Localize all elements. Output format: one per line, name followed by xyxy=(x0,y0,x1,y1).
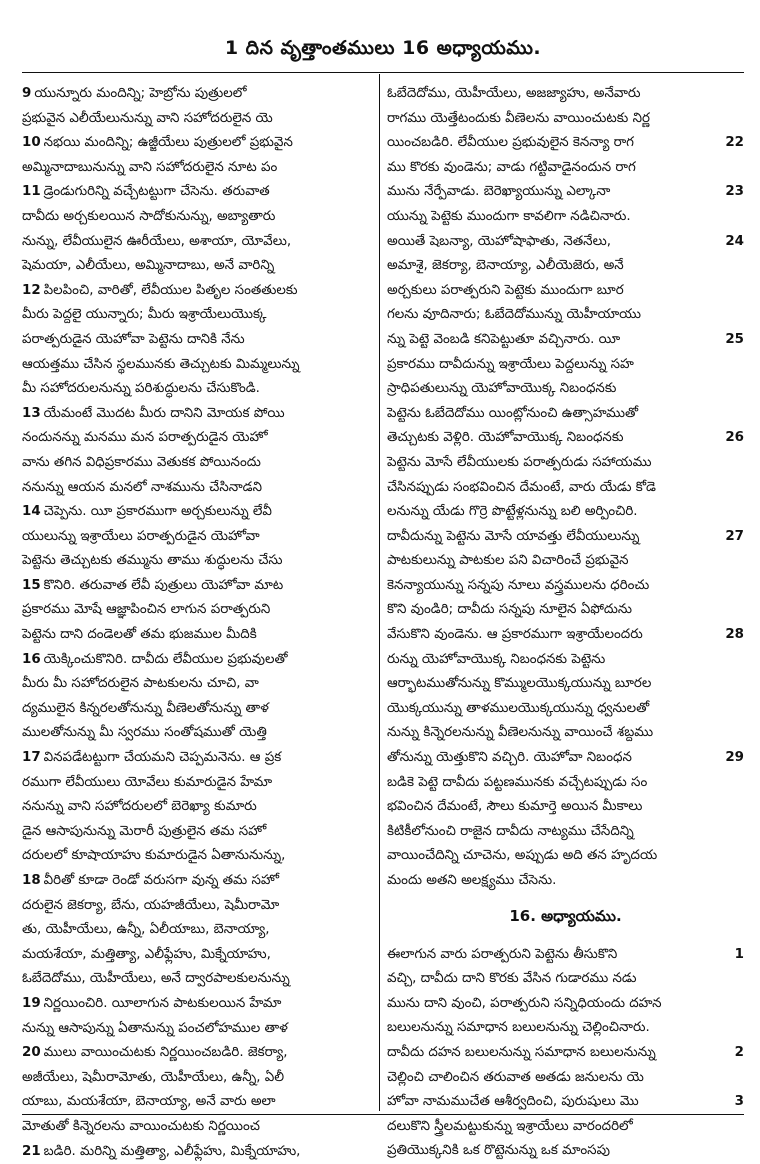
verse-number: 25 xyxy=(725,331,744,347)
line-text: దలుకొని స్త్రీలమట్టుకున్ను ఇశ్రాయేలు వారందరిలో xyxy=(387,1118,633,1134)
text-line xyxy=(22,672,375,697)
footer-rule xyxy=(22,1114,744,1115)
right-column-top xyxy=(387,82,744,894)
text-line xyxy=(22,377,375,402)
text-line xyxy=(387,1115,744,1140)
text-line xyxy=(22,771,375,796)
text-line xyxy=(387,131,744,156)
text-line xyxy=(387,254,744,279)
text-line xyxy=(22,254,375,279)
text-line xyxy=(387,795,744,820)
line-text: పిలపించి, వారితో, లేవీయుల పితృల సంతతులకు xyxy=(43,282,298,298)
text-line xyxy=(387,230,744,255)
line-text: ప్రకారము మోషే ఆజ్ఞాపించిన లాగున పరాత్పరుని xyxy=(22,602,271,618)
text-line xyxy=(22,180,375,205)
text-line xyxy=(387,82,744,107)
line-text: నందునన్ను మనము మన పరాత్పరుడైన యెహో xyxy=(22,430,268,446)
chapter-heading-text: 16. అధ్యాయము. xyxy=(509,907,622,926)
text-line xyxy=(22,1041,375,1066)
line-text: ద్యములైన కిన్నరలతోనున్ను వీణెలతోనున్ను తాళ xyxy=(22,700,269,716)
text-line xyxy=(22,303,375,328)
line-text: చెల్లించి చాలించిన తరువాత అతడు జనులను యె xyxy=(387,1069,644,1085)
text-line xyxy=(22,1115,375,1140)
text-line xyxy=(22,894,375,919)
text-line xyxy=(387,549,744,574)
line-text: ననున్ను వాని సహోదరులలో బెరెఖ్యా కుమారు xyxy=(22,799,257,815)
text-line xyxy=(387,623,744,648)
text-line xyxy=(22,500,375,525)
verse-number: 1 xyxy=(734,946,744,962)
line-text: యులున్ను ఇశ్రాయేలు పరాత్పరుడైన యెహోవా xyxy=(22,528,260,544)
line-text: ప్రకారము దావీదున్ను ఇశ్రాయేలు పెద్దలున్ను సహ xyxy=(387,356,634,372)
verse-number: 26 xyxy=(725,430,744,446)
text-line xyxy=(387,771,744,796)
verse-number: 9 xyxy=(22,86,32,101)
page-title: 1 దిన వృత్తాంతములు 16 అధ్యాయము. xyxy=(224,36,542,59)
text-line xyxy=(22,795,375,820)
line-text: స్రాధిపతులున్ను యెహోవాయొక్క నిబంధనకు xyxy=(387,381,617,397)
text-columns xyxy=(22,82,744,1159)
text-line xyxy=(387,1090,744,1115)
text-line xyxy=(22,746,375,771)
line-text: నిర్ణయించిరి. యీలాగున పాటకులయిన హేమా xyxy=(43,995,282,1011)
line-text: దావీదున్ను పెట్టెను మోసే యావత్తు లేవీయులున్ను xyxy=(387,528,640,544)
verse-number: 16 xyxy=(22,651,41,667)
line-text: దరులైన జెకర్యా, బేను, యహజీయేలు, షెమీరామో xyxy=(22,897,280,913)
text-line xyxy=(387,992,744,1017)
left-column xyxy=(22,82,379,1159)
text-line xyxy=(22,943,375,968)
line-text: గలను వూదినారు; ఓబేదెదోమున్ను యెహీయాయు xyxy=(387,307,641,323)
line-text: లనున్ను యేడు గొర్రె పొట్టేళ్లనున్ను బలి అర్పించిరి. xyxy=(387,504,638,520)
text-line xyxy=(387,672,744,697)
line-text: యించబడిరి. లేవీయుల ప్రభువులైన కెనన్యా రాగ xyxy=(387,135,634,151)
text-line xyxy=(22,697,375,722)
verse-number: 17 xyxy=(22,750,41,766)
line-text: బడిరి. మరిన్ని మత్తిత్యా, ఎలీఫ్లేహు, మిక్నేయాహు, xyxy=(43,1143,301,1159)
line-text: భవించిన దేమంటే, సౌలు కుమార్తె అయిన మీకాలు xyxy=(387,799,643,815)
line-text: చెప్పెను. యీ ప్రకారముగా అర్చకులున్ను లేవీ xyxy=(43,504,272,520)
text-line xyxy=(22,82,375,107)
verse-number: 11 xyxy=(22,184,41,200)
line-text: పరాత్పరుడైన యెహోవా పెట్టెను దానికి నేను xyxy=(22,331,245,347)
verse-number: 28 xyxy=(725,627,744,643)
line-text: దరులలో కూషాయాహు కుమారుడైన ఏతానునున్ను, xyxy=(22,848,286,864)
text-line xyxy=(387,967,744,992)
text-line xyxy=(387,426,744,451)
line-text: మీ సహోదరులనున్ను పరిశుద్ధులను చేసుకొండి. xyxy=(22,381,260,397)
line-text: న్ను పెట్టె వెంబడి కనిపెట్టుతూ వచ్చినారు. యీ xyxy=(387,331,621,347)
line-text: కొని వుండిరి; దావీదు సన్నపు నూలైన ఏఫోదును xyxy=(387,602,632,618)
line-text: యున్ను పెట్టెకు ముందుగా కావలిగా నడిచినారు. xyxy=(387,208,631,224)
text-line xyxy=(22,402,375,427)
line-text: ఓబేదెదోము, యెహీయేలు, అనే ద్వారపాలకులనున్ను xyxy=(22,971,290,987)
text-line xyxy=(22,107,375,132)
text-line xyxy=(22,623,375,648)
text-line xyxy=(22,205,375,230)
text-line xyxy=(22,1066,375,1091)
text-line xyxy=(387,402,744,427)
line-text: రముగా లేవీయులు యోవేలు కుమారుడైన హేమా xyxy=(22,774,273,790)
verse-number: 27 xyxy=(725,528,744,544)
line-text: ఓబేదెదోము, యెహీయేలు, అజజ్యాహు, అనేవారు xyxy=(387,86,641,101)
line-text: వచ్చి, దావీదు దాని కొరకు వేసిన గుడారము నడు xyxy=(387,971,637,987)
text-line xyxy=(387,1066,744,1091)
line-text: పెట్టెను మోసే లేవీయులకు పరాత్పరుడు సహాయము xyxy=(387,454,652,470)
text-line xyxy=(22,1090,375,1115)
line-text: మోతుతో కిన్నెరలను వాయించుటకు నిర్ణయించ xyxy=(22,1118,260,1134)
text-line xyxy=(22,844,375,869)
line-text: ప్రతియొక్కనికి ఒక రొట్టెనున్ను ఒక మాంసపు xyxy=(387,1143,610,1159)
text-line xyxy=(22,1017,375,1042)
page-header xyxy=(22,30,744,70)
line-text: నున్ను ఆసాపున్ను ఏతానున్ను పంచలోహముల తాళ xyxy=(22,1020,288,1036)
text-line xyxy=(387,648,744,673)
verse-number: 12 xyxy=(22,282,41,298)
line-text: యొక్కయున్ను తాళములయొక్కయున్ను ధ్వనులతో xyxy=(387,700,650,716)
text-line xyxy=(387,844,744,869)
line-text: షెమయా, ఎలీయేలు, అమ్మినాదాబు, అనే వారిన్ని xyxy=(22,258,275,274)
text-line xyxy=(387,1016,744,1041)
line-text: పెట్టెను దాని దండెలతో తమ భుజముల మీదికి xyxy=(22,627,257,643)
line-text: తెచ్చుటకు వెళ్లిరి. యెహోవాయొక్క నిబంధనకు xyxy=(387,430,624,446)
line-text: యెక్కించుకొనిరి. దావీదు లేవీయుల ప్రభువులతో xyxy=(43,651,288,667)
line-text: రున్ను యెహోవాయొక్క నిబంధనకు పెట్టెను xyxy=(387,651,606,667)
verse-number: 3 xyxy=(734,1094,744,1110)
text-line xyxy=(22,549,375,574)
line-text: మును నేర్పేవాడు. బెరెఖ్యాయున్ను ఎల్కానా xyxy=(387,184,611,200)
line-text: డైన ఆసాపునున్ను మెరారీ పుత్రులైన తమ సహో xyxy=(22,823,267,839)
bible-page xyxy=(22,30,744,1159)
text-line xyxy=(22,156,375,181)
text-line xyxy=(22,574,375,599)
line-text: అజీయేలు, షెమీరామోతు, యెహీయేలు, ఉన్నీ, ఏలీ xyxy=(22,1069,285,1085)
text-line xyxy=(387,353,744,378)
line-text: డ్రెండుగురిన్ని వచ్చేటట్టుగా చేసెను. తరువాత xyxy=(43,184,270,200)
verse-number: 20 xyxy=(22,1045,41,1061)
text-line xyxy=(22,279,375,304)
line-text: యేమంటే మొదట మీరు దానిని మోయక పోయి xyxy=(43,405,285,421)
line-text: చేసినప్పుడు సంభవించిన దేమంటే, వారు యేడు కోడె xyxy=(387,479,656,495)
text-line xyxy=(22,648,375,673)
line-text: వాను తగిన విధిప్రకారము వెతుకక పోయినందు xyxy=(22,454,261,470)
line-text: పెట్టెను తెచ్చుటకు తమ్మును తాము శుద్ధులను చేసు xyxy=(22,553,283,569)
header-rule xyxy=(22,72,744,73)
text-line xyxy=(387,476,744,501)
text-line xyxy=(22,476,375,501)
line-text: ములు వాయించుటకు నిర్ణయించబడిరి. జెకర్యా, xyxy=(43,1045,288,1061)
verse-number: 10 xyxy=(22,135,41,151)
verse-number: 15 xyxy=(22,577,41,593)
verse-number: 22 xyxy=(725,135,744,151)
text-line xyxy=(22,451,375,476)
text-line xyxy=(22,328,375,353)
line-text: పాటకులున్ను పాటకుల పని విచారించే ప్రభువైన xyxy=(387,553,629,569)
line-text: అమాశై, జెకర్యా, బెనాయ్యా, ఎలీయెజెరు, అనే xyxy=(387,258,624,274)
chapter-heading xyxy=(387,894,744,943)
text-line xyxy=(22,598,375,623)
line-text: మీరు మీ సహోదరులైన పాటకులను చూచి, వా xyxy=(22,676,259,692)
line-text: వీరితో కూడా రెండో వరుసగా వున్న తమ సహో xyxy=(43,873,279,888)
line-text: ననున్ను ఆయన మనలో నాశమును చేసినాడని xyxy=(22,479,262,495)
text-line xyxy=(387,107,744,132)
line-text: అయితే షెబన్యా, యెహోషాఫాతు, నెతనేలు, xyxy=(387,233,611,249)
line-text: దావీదు అర్చకులయిన సాదోకునున్ను, అబ్యాతారు xyxy=(22,208,276,224)
line-text: తోనున్ను యెత్తుకొని వచ్చిరి. యెహోవా నిబంధన xyxy=(387,750,632,766)
verse-number: 21 xyxy=(22,1143,41,1159)
line-text: కొనిరి. తరువాత లేవీ పుత్రులు యెహోవా మాట xyxy=(43,577,284,593)
line-text: వినపడేటట్టుగా చేయమని చెప్పమనెను. ఆ ప్రక xyxy=(43,750,282,766)
line-text: యాబు, మయశేయా, బెనాయ్యా, అనే వారు అలా xyxy=(22,1094,276,1110)
line-text: మీరు పెద్దలై యున్నారు; మీరు ఇశ్రాయేలుయొక్క xyxy=(22,307,267,323)
text-line xyxy=(22,721,375,746)
line-text: ఆయత్తము చేసిన స్థలమునకు తెచ్చుటకు మిమ్మలున్ను xyxy=(22,356,300,372)
text-line xyxy=(22,820,375,845)
text-line xyxy=(22,353,375,378)
text-line xyxy=(387,500,744,525)
line-text: యున్నూరు మందిన్ని; హెబ్రోను పుత్రులలో xyxy=(34,86,247,101)
line-text: కిటికీలోనుంచి రాజైన దావీదు నాట్యము చేసేదిన్ని xyxy=(387,823,634,839)
line-text: రాగము యెత్తేటందుకు వీణెలను వాయించుటకు నిర్ణ xyxy=(387,110,650,126)
text-line xyxy=(22,525,375,550)
line-text: ఆర్భాటముతోనున్ను కొమ్ములయొక్కయున్ను బూరల xyxy=(387,676,652,692)
text-line xyxy=(387,279,744,304)
text-line xyxy=(22,426,375,451)
verse-number: 18 xyxy=(22,873,41,888)
line-text: పెట్టెను ఓబేదెదోము యింట్లోనుంచి ఉత్సాహముతో xyxy=(387,405,639,421)
verse-number: 14 xyxy=(22,504,41,520)
line-text: ప్రభువైన ఎలీయేలునున్ను వాని సహోదరులైన యె xyxy=(22,110,273,126)
line-text: మందు అతని అలక్ష్యము చేసెను. xyxy=(387,873,557,888)
line-text: దావీదు దహన బలులనున్ను సమాధాన బలులనున్ను xyxy=(387,1044,656,1060)
line-text: ఈలాగున వారు పరాత్పరుని పెట్టెను తీసుకొని xyxy=(387,946,618,962)
text-line xyxy=(387,377,744,402)
verse-number: 2 xyxy=(734,1044,744,1060)
line-text: వేసుకొని వుండెను. ఆ ప్రకారముగా ఇశ్రాయేలందరు xyxy=(387,627,643,643)
text-line xyxy=(22,230,375,255)
verse-number: 13 xyxy=(22,405,41,421)
line-text: బలులనున్ను సమాధాన బలులనున్ను చెల్లించినారు. xyxy=(387,1020,650,1036)
text-line xyxy=(22,869,375,894)
text-line xyxy=(387,1041,744,1066)
text-line xyxy=(387,451,744,476)
line-text: ము కొరకు వుండెను; వాడు గట్టివాడైనందున రాగ xyxy=(387,159,636,175)
verse-number: 24 xyxy=(725,233,744,249)
verse-number: 29 xyxy=(725,750,744,766)
text-line xyxy=(387,328,744,353)
text-line xyxy=(387,721,744,746)
text-line xyxy=(22,967,375,992)
line-text: మును దాని వుంచి, పరాత్పరుని సన్నిధియందు దహన xyxy=(387,995,662,1011)
line-text: తు, యెహీయేలు, ఉన్నీ, ఏలీయాబు, బెనాయ్యా, xyxy=(22,922,270,938)
text-line xyxy=(387,303,744,328)
text-line xyxy=(387,820,744,845)
verse-number: 19 xyxy=(22,995,41,1011)
text-line xyxy=(22,918,375,943)
line-text: వాయించేదిన్ని చూచెను, అప్పుడు అది తన హృదయ xyxy=(387,848,658,864)
text-line xyxy=(387,1139,744,1164)
verse-number: 23 xyxy=(725,184,744,200)
text-line xyxy=(387,943,744,968)
line-text: హోవా నామముచేత ఆశీర్వదించి, పురుషులు మొ xyxy=(387,1094,639,1110)
text-line xyxy=(22,131,375,156)
text-line xyxy=(387,746,744,771)
line-text: నున్ను, లేవీయులైన ఊరీయేలు, అశాయా, యోవేలు, xyxy=(22,233,292,249)
line-text: కెనన్యాయున్ను సన్నపు నూలు వస్త్రములను ధరించు xyxy=(387,577,650,593)
text-line xyxy=(387,180,744,205)
line-text: అమ్మినాదాబునున్ను వాని సహోదరులైన నూట పం xyxy=(22,159,278,175)
text-line xyxy=(387,598,744,623)
line-text: నభయి మందిన్ని; ఉజ్జీయేలు పుత్రులలో ప్రభువైన xyxy=(43,135,293,151)
text-line xyxy=(387,869,744,894)
text-line xyxy=(22,1140,375,1164)
line-text: ములతోనున్ను మీ స్వరము సంతోషముతో యెత్తి xyxy=(22,725,267,741)
line-text: అర్చకులు పరాత్పరుని పెట్టెకు ముందుగా బూర xyxy=(387,282,624,298)
text-line xyxy=(387,697,744,722)
right-column xyxy=(379,82,744,1159)
text-line xyxy=(22,992,375,1017)
line-text: నున్ను కిన్నెరలనున్ను వీణెలనున్ను వాయించే శబ్దము xyxy=(387,725,654,741)
right-column-bottom xyxy=(387,943,744,1164)
text-line xyxy=(387,156,744,181)
text-line xyxy=(387,205,744,230)
text-line xyxy=(387,525,744,550)
text-line xyxy=(387,574,744,599)
line-text: బడికె పెట్టె దావీదు పట్టణమునకు వచ్చేటప్పుడు సం xyxy=(387,774,648,790)
line-text: మయశేయా, మత్తిత్యా, ఎలీఫ్లేహు, మిక్నేయాహు, xyxy=(22,946,271,962)
